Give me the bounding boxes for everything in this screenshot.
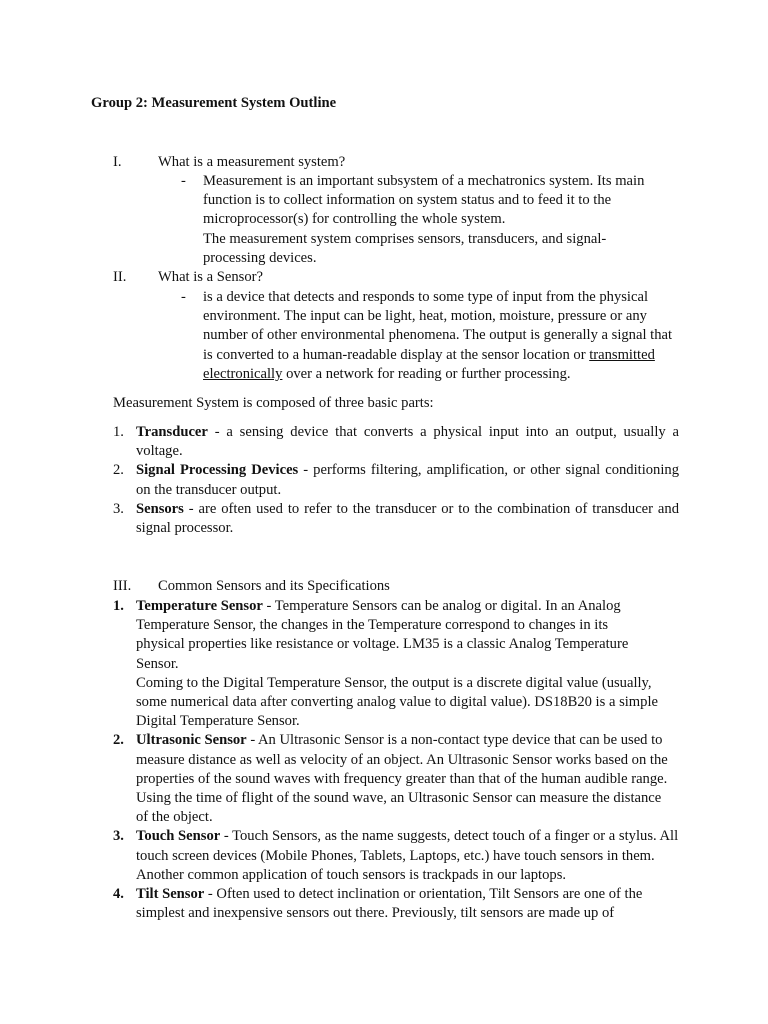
list-item-term: Signal Processing Devices [136, 462, 299, 479]
document-title: Group 2: Measurement System Outline [91, 95, 337, 111]
list-item-number: 1. [113, 424, 124, 440]
section-1-para-1: Measurement is an important subsystem of a mechatronics system. Its main function is to collect information on system status and to feed it to the microprocessor(s) for controlling the whole system. [203, 173, 645, 228]
list-item-desc: - An Ultrasonic Sensor is a non-contact type device that can be used to measure distance as well as velocity of an object. An Ultrasonic Sensor works based on the properties of the sound waves with frequency greater than that of the human audible range. Using the time of flight of the sound wave, an Ultrasonic Sensor can measure the distance of the object. [136, 732, 668, 826]
list-item-term: Tilt Sensor [136, 886, 205, 903]
parts-intro: Measurement System is composed of three basic parts: [113, 395, 434, 411]
parts-list [113, 423, 679, 538]
list-item-touch-sensor [113, 827, 683, 885]
list-item-desc: - are often used to refer to the transducer or to the combination of transducer and signal processor. [136, 500, 679, 537]
list-item-desc: - a sensing device that converts a physical input into an output, usually a voltage. [136, 424, 679, 460]
section-1-dash: - [181, 173, 186, 189]
list-item-term: Transducer [136, 424, 208, 440]
list-item-desc: - performs filtering, amplification, or other signal conditioning on the transducer output. [136, 462, 679, 498]
section-2-para [203, 288, 673, 384]
list-item-temperature-sensor [113, 597, 683, 731]
section-2-text-before: is a device that detects and responds to some type of input from the physical environment. The input can be light, heat, motion, moisture, pressure or any number of other environmental phenomena. The output is generally a signal that is converted to a human-readable display at the sensor location or [203, 289, 673, 363]
list-item-number: 4. [113, 886, 124, 903]
section-2-dash: - [181, 289, 186, 305]
list-item-number: 3. [113, 828, 124, 845]
sensors-list [113, 597, 683, 923]
section-3-heading: Common Sensors and its Specifications [158, 578, 390, 594]
list-item-desc: - Temperature Sensors can be analog or digital. In an Analog Temperature Sensor, the changes in the Temperature correspond to changes in its physical properties like resistance or voltage. LM35 is a classic Analog Temperature Sensor. [136, 598, 629, 672]
list-item-number: 1. [113, 598, 124, 614]
list-item-sensors [113, 500, 679, 538]
list-item-extra: Coming to the Digital Temperature Sensor, the output is a discrete digital value (usually, some numerical data after converting analog value to digital value). DS18B20 is a simple Digital Temperature Sensor. [136, 674, 658, 730]
list-item-term: Temperature Sensor [136, 598, 263, 614]
list-item-number: 2. [113, 732, 124, 749]
section-1-heading: What is a measurement system? [158, 154, 346, 170]
list-item-transducer [113, 423, 679, 461]
list-item-number: 2. [113, 462, 124, 479]
list-item-desc: - Touch Sensors, as the name suggests, detect touch of a finger or a stylus. All touch screen devices (Mobile Phones, Tablets, Laptops, etc.) have touch sensors in them. Another common application of touch sensors is trackpads in our laptops. [136, 828, 679, 883]
transmitted-electronically-link[interactable]: transmitted electronically [203, 346, 655, 382]
list-item-desc: - Often used to detect inclination or orientation, Tilt Sensors are one of the simplest and inexpensive sensors out there. Previously, tilt sensors are made up of [136, 886, 643, 922]
list-item-number: 3. [113, 500, 124, 517]
section-2-heading: What is a Sensor? [158, 269, 263, 285]
section-1-numeral: I. [113, 154, 122, 170]
list-item-term: Sensors [136, 500, 184, 517]
section-1-para-2: The measurement system comprises sensors, transducers, and signal-processing devices. [203, 230, 607, 266]
section-2-body [203, 288, 673, 384]
section-2-numeral: II. [113, 269, 127, 285]
section-1-body [203, 172, 665, 268]
list-item-signal-processing [113, 461, 679, 499]
list-item-ultrasonic-sensor [113, 731, 683, 827]
list-item-tilt-sensor [113, 885, 683, 923]
section-3-numeral: III. [113, 578, 132, 594]
section-2-text-after: over a network for reading or further processing. [282, 365, 571, 382]
list-item-term: Ultrasonic Sensor [136, 732, 247, 749]
list-item-term: Touch Sensor [136, 828, 221, 845]
